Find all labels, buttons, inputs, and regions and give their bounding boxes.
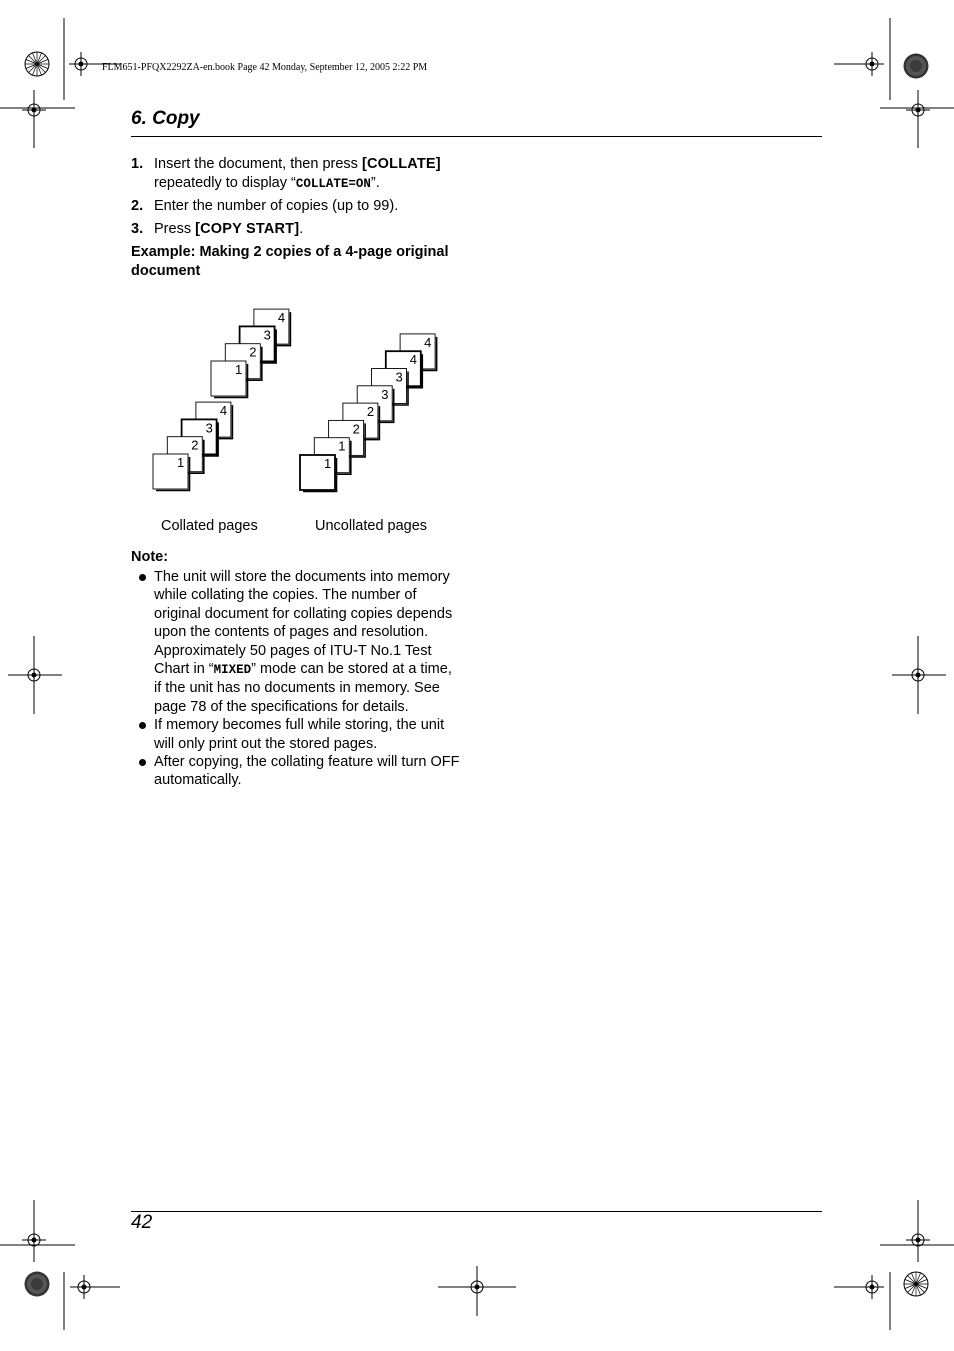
copy-start-key-label: [COPY START]	[195, 221, 300, 237]
page-number-label: 2	[191, 437, 199, 453]
page-number-label: 4	[409, 352, 418, 368]
note-title: Note:	[131, 549, 169, 565]
note-bullet	[131, 716, 461, 753]
page-number-label: 4	[219, 403, 228, 419]
note-bullet	[131, 753, 461, 790]
footer-divider	[131, 1211, 822, 1212]
note-text: ” mode can be stored at a time, if the unit has no documents in memory. See page 78 of the specifications for details.	[154, 661, 452, 715]
page-sheet	[153, 454, 190, 491]
collated-caption: Collated pages	[161, 518, 258, 534]
page-number-label: 4	[277, 310, 286, 326]
bullet-icon	[139, 722, 146, 729]
page-number-label: 2	[249, 344, 257, 360]
uncollated-caption: Uncollated pages	[315, 518, 428, 534]
note-text: If memory becomes full while storing, the unit will only print out the stored pages.	[154, 717, 445, 752]
page-number-label: 2	[366, 404, 375, 420]
step-number: 3.	[131, 221, 144, 237]
step-number: 2.	[131, 198, 144, 214]
page-sheet	[300, 455, 337, 492]
step-text: Enter the number of copies (up to 99).	[154, 198, 399, 214]
page-number-label: 1	[235, 362, 243, 377]
section-title: 6. Copy	[131, 108, 200, 129]
example-heading: Example: Making 2 copies of a 4-page original document	[131, 244, 449, 279]
page-sheet	[211, 361, 248, 398]
page-number-label: 3	[395, 369, 403, 385]
page-number-label: 1	[324, 456, 332, 471]
page-number-label: 1	[338, 438, 346, 454]
step-text: Press	[154, 221, 196, 237]
page-number-label: 1	[177, 455, 185, 470]
step-text: ”.	[370, 174, 380, 191]
display-readout: COLLATE=ON	[295, 176, 371, 191]
display-readout: MIXED	[213, 663, 252, 678]
note-text: The unit will store the documents into memory while collating the copies. The number of original document for collating copies depends upon the contents of pages and resolution. Approximately 50 pages of ITU-T No.1 Test Chart in “	[154, 569, 453, 678]
page-number-label: 4	[424, 334, 432, 350]
note-bullet	[131, 568, 461, 716]
step-text: Insert the document, then press	[154, 156, 362, 172]
bullet-icon	[139, 574, 146, 581]
page-number-label: 3	[263, 327, 271, 343]
page-number-label: 2	[352, 421, 360, 437]
note-list	[131, 568, 461, 790]
note-text: After copying, the collating feature will turn OFF automatically.	[154, 754, 460, 789]
step-number: 1.	[131, 156, 144, 172]
page-number-label: 3	[381, 386, 389, 402]
file-info-header: FLM651-PFQX2292ZA-en.book Page 42 Monday, September 12, 2005 2:22 PM	[102, 62, 428, 73]
page-number-label: 3	[205, 420, 213, 436]
page-number: 42	[131, 1212, 153, 1233]
collate-key-label: [COLLATE]	[361, 156, 441, 172]
step-text: .	[299, 221, 304, 237]
bullet-icon	[139, 759, 146, 766]
step-text: repeatedly to display “	[154, 174, 296, 191]
